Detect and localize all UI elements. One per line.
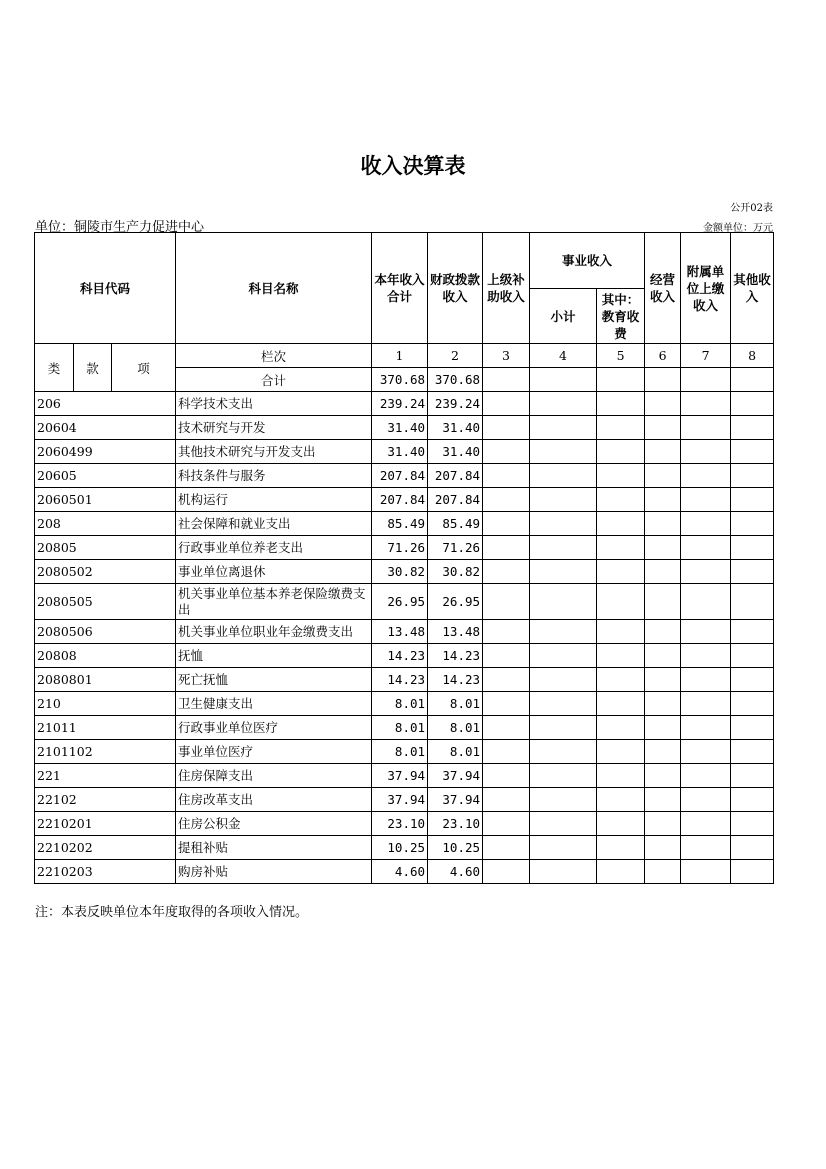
- total-income-cell: 37.94: [372, 788, 428, 812]
- education-fee-cell: [597, 464, 645, 488]
- fiscal-income-cell: 13.48: [428, 620, 483, 644]
- col-num: 3: [483, 344, 530, 368]
- operating-income-cell: [645, 620, 681, 644]
- superior-subsidy-cell: [483, 644, 530, 668]
- other-income-cell: [731, 464, 774, 488]
- superior-subsidy-cell: [483, 440, 530, 464]
- subtotal-cell: [530, 440, 597, 464]
- subject-name-cell: 机构运行: [176, 488, 372, 512]
- superior-subsidy-cell: [483, 812, 530, 836]
- subject-code-cell: 210: [35, 692, 176, 716]
- other-income-cell: [731, 860, 774, 884]
- table-row: [35, 620, 774, 644]
- table-row: [35, 488, 774, 512]
- header-fiscal-income: 财政拨款收入: [428, 233, 483, 344]
- col-num: 6: [645, 344, 681, 368]
- fiscal-income-cell: 26.95: [428, 584, 483, 620]
- table-row: [35, 416, 774, 440]
- fiscal-income-cell: 30.82: [428, 560, 483, 584]
- subject-code-cell: 2210201: [35, 812, 176, 836]
- subtotal-cell: [530, 512, 597, 536]
- operating-income-cell: [645, 560, 681, 584]
- superior-subsidy-cell: [483, 560, 530, 584]
- table-row: [35, 860, 774, 884]
- fiscal-income-cell: 71.26: [428, 536, 483, 560]
- table-body: [35, 392, 774, 884]
- subject-code-cell: 206: [35, 392, 176, 416]
- total-income-cell: 207.84: [372, 464, 428, 488]
- subject-name-cell: 卫生健康支出: [176, 692, 372, 716]
- table-row: [35, 560, 774, 584]
- operating-income-cell: [645, 416, 681, 440]
- total-income-cell: 31.40: [372, 416, 428, 440]
- affiliated-income-cell: [681, 740, 731, 764]
- operating-income-cell: [645, 644, 681, 668]
- subject-code-cell: 2210202: [35, 836, 176, 860]
- col-num: 8: [731, 344, 774, 368]
- header-subject-code: 科目代码: [35, 233, 176, 344]
- subject-code-cell: 20604: [35, 416, 176, 440]
- table-row: [35, 740, 774, 764]
- footnote: 注：本表反映单位本年度取得的各项收入情况。: [35, 905, 309, 920]
- superior-subsidy-cell: [483, 692, 530, 716]
- operating-income-cell: [645, 764, 681, 788]
- subtotal-cell: [530, 644, 597, 668]
- other-income-cell: [731, 788, 774, 812]
- education-fee-cell: [597, 716, 645, 740]
- education-fee-cell: [597, 668, 645, 692]
- affiliated-income-cell: [681, 536, 731, 560]
- fiscal-income-cell: 37.94: [428, 764, 483, 788]
- superior-subsidy-cell: [483, 464, 530, 488]
- table-row: [35, 512, 774, 536]
- education-fee-cell: [597, 584, 645, 620]
- education-fee-cell: [597, 512, 645, 536]
- subject-name-cell: 住房保障支出: [176, 764, 372, 788]
- total-income-cell: 26.95: [372, 584, 428, 620]
- subject-code-cell: 22102: [35, 788, 176, 812]
- fiscal-income-cell: 8.01: [428, 692, 483, 716]
- superior-subsidy-cell: [483, 788, 530, 812]
- education-fee-cell: [597, 620, 645, 644]
- operating-income-cell: [645, 488, 681, 512]
- affiliated-income-cell: [681, 440, 731, 464]
- header-subject-name: 科目名称: [176, 233, 372, 344]
- fiscal-income-cell: 4.60: [428, 860, 483, 884]
- fiscal-income-cell: 14.23: [428, 644, 483, 668]
- affiliated-income-cell: [681, 392, 731, 416]
- superior-subsidy-cell: [483, 716, 530, 740]
- fiscal-income-cell: 14.23: [428, 668, 483, 692]
- subject-name-cell: 机关事业单位基本养老保险缴费支出: [176, 584, 372, 620]
- fiscal-income-cell: 85.49: [428, 512, 483, 536]
- fiscal-income-cell: 10.25: [428, 836, 483, 860]
- subject-code-cell: 2210203: [35, 860, 176, 884]
- other-income-cell: [731, 416, 774, 440]
- total-label: 合计: [176, 368, 372, 392]
- subtotal-cell: [530, 560, 597, 584]
- other-income-cell: [731, 584, 774, 620]
- total-income-cell: 4.60: [372, 860, 428, 884]
- other-income-cell: [731, 512, 774, 536]
- operating-income-cell: [645, 860, 681, 884]
- affiliated-income-cell: [681, 512, 731, 536]
- education-fee-cell: [597, 836, 645, 860]
- subject-code-cell: 2060501: [35, 488, 176, 512]
- table-row: [35, 392, 774, 416]
- education-fee-cell: [597, 740, 645, 764]
- education-fee-cell: [597, 764, 645, 788]
- affiliated-income-cell: [681, 812, 731, 836]
- subject-code-cell: 2080502: [35, 560, 176, 584]
- fiscal-income-cell: 8.01: [428, 740, 483, 764]
- total-income-cell: 8.01: [372, 716, 428, 740]
- total-fiscal-value: 370.68: [428, 368, 483, 392]
- subject-code-cell: 2060499: [35, 440, 176, 464]
- fiscal-income-cell: 8.01: [428, 716, 483, 740]
- total-income-cell: 8.01: [372, 692, 428, 716]
- subject-name-cell: 行政事业单位养老支出: [176, 536, 372, 560]
- table-row: [35, 584, 774, 620]
- affiliated-income-cell: [681, 560, 731, 584]
- subtotal-cell: [530, 488, 597, 512]
- fiscal-income-cell: 207.84: [428, 464, 483, 488]
- total-income-cell: 37.94: [372, 764, 428, 788]
- affiliated-income-cell: [681, 584, 731, 620]
- operating-income-cell: [645, 584, 681, 620]
- education-fee-cell: [597, 440, 645, 464]
- subtotal-cell: [530, 536, 597, 560]
- operating-income-cell: [645, 716, 681, 740]
- affiliated-income-cell: [681, 668, 731, 692]
- header-education-fee: 其中：教育收费: [597, 289, 645, 344]
- unit-label: 单位：铜陵市生产力促进中心: [35, 220, 205, 235]
- form-number: 公开02表: [730, 203, 773, 214]
- table-row: [35, 692, 774, 716]
- operating-income-cell: [645, 692, 681, 716]
- subject-name-cell: 技术研究与开发: [176, 416, 372, 440]
- affiliated-income-cell: [681, 788, 731, 812]
- subtotal-cell: [530, 464, 597, 488]
- affiliated-income-cell: [681, 488, 731, 512]
- other-income-cell: [731, 668, 774, 692]
- subject-code-cell: 20605: [35, 464, 176, 488]
- subtotal-cell: [530, 668, 597, 692]
- superior-subsidy-cell: [483, 620, 530, 644]
- subject-name-cell: 死亡抚恤: [176, 668, 372, 692]
- subtotal-cell: [530, 788, 597, 812]
- table-row: [35, 716, 774, 740]
- header-total-income: 本年收入合计: [372, 233, 428, 344]
- fiscal-income-cell: 31.40: [428, 440, 483, 464]
- affiliated-income-cell: [681, 716, 731, 740]
- subject-code-cell: 20805: [35, 536, 176, 560]
- education-fee-cell: [597, 788, 645, 812]
- table-row: [35, 812, 774, 836]
- superior-subsidy-cell: [483, 584, 530, 620]
- subject-name-cell: 购房补贴: [176, 860, 372, 884]
- superior-subsidy-cell: [483, 488, 530, 512]
- total-income-cell: 23.10: [372, 812, 428, 836]
- header-lei: 类: [35, 344, 74, 392]
- other-income-cell: [731, 488, 774, 512]
- subject-code-cell: 2080506: [35, 620, 176, 644]
- subtotal-cell: [530, 836, 597, 860]
- affiliated-income-cell: [681, 836, 731, 860]
- affiliated-income-cell: [681, 464, 731, 488]
- affiliated-income-cell: [681, 860, 731, 884]
- subtotal-cell: [530, 764, 597, 788]
- operating-income-cell: [645, 812, 681, 836]
- subject-code-cell: 21011: [35, 716, 176, 740]
- table-row: [35, 464, 774, 488]
- table-row: [35, 536, 774, 560]
- operating-income-cell: [645, 536, 681, 560]
- education-fee-cell: [597, 692, 645, 716]
- header-xiang: 项: [112, 344, 176, 392]
- subject-name-cell: 住房改革支出: [176, 788, 372, 812]
- subject-code-cell: 2101102: [35, 740, 176, 764]
- subtotal-cell: [530, 584, 597, 620]
- other-income-cell: [731, 740, 774, 764]
- operating-income-cell: [645, 740, 681, 764]
- fiscal-income-cell: 239.24: [428, 392, 483, 416]
- subject-name-cell: 社会保障和就业支出: [176, 512, 372, 536]
- total-value: 370.68: [372, 368, 428, 392]
- operating-income-cell: [645, 668, 681, 692]
- header-column-no: 栏次: [176, 344, 372, 368]
- table-row: [35, 836, 774, 860]
- table-row: [35, 644, 774, 668]
- fiscal-income-cell: 31.40: [428, 416, 483, 440]
- total-income-cell: 71.26: [372, 536, 428, 560]
- subtotal-cell: [530, 812, 597, 836]
- table-row: [35, 668, 774, 692]
- money-unit-label: 金额单位：万元: [703, 223, 773, 234]
- col-num: 4: [530, 344, 597, 368]
- col-num: 5: [597, 344, 645, 368]
- subject-name-cell: 事业单位医疗: [176, 740, 372, 764]
- superior-subsidy-cell: [483, 860, 530, 884]
- col-num: 7: [681, 344, 731, 368]
- operating-income-cell: [645, 392, 681, 416]
- operating-income-cell: [645, 836, 681, 860]
- subtotal-cell: [530, 620, 597, 644]
- col-num: 2: [428, 344, 483, 368]
- subject-code-cell: 208: [35, 512, 176, 536]
- education-fee-cell: [597, 644, 645, 668]
- affiliated-income-cell: [681, 416, 731, 440]
- table-row: [35, 440, 774, 464]
- total-income-cell: 13.48: [372, 620, 428, 644]
- total-income-cell: 14.23: [372, 644, 428, 668]
- other-income-cell: [731, 440, 774, 464]
- subject-code-cell: 2080801: [35, 668, 176, 692]
- affiliated-income-cell: [681, 644, 731, 668]
- total-income-cell: 30.82: [372, 560, 428, 584]
- superior-subsidy-cell: [483, 836, 530, 860]
- subtotal-cell: [530, 416, 597, 440]
- total-income-cell: 14.23: [372, 668, 428, 692]
- fiscal-income-cell: 23.10: [428, 812, 483, 836]
- header-subtotal: 小计: [530, 289, 597, 344]
- superior-subsidy-cell: [483, 416, 530, 440]
- header-superior-subsidy: 上级补助收入: [483, 233, 530, 344]
- subject-name-cell: 住房公积金: [176, 812, 372, 836]
- other-income-cell: [731, 644, 774, 668]
- operating-income-cell: [645, 788, 681, 812]
- subject-name-cell: 提租补贴: [176, 836, 372, 860]
- page-title: 收入决算表: [360, 154, 466, 178]
- affiliated-income-cell: [681, 764, 731, 788]
- education-fee-cell: [597, 860, 645, 884]
- col-num: 1: [372, 344, 428, 368]
- subject-code-cell: 20808: [35, 644, 176, 668]
- other-income-cell: [731, 392, 774, 416]
- fiscal-income-cell: 207.84: [428, 488, 483, 512]
- other-income-cell: [731, 620, 774, 644]
- superior-subsidy-cell: [483, 536, 530, 560]
- superior-subsidy-cell: [483, 668, 530, 692]
- fiscal-income-cell: 37.94: [428, 788, 483, 812]
- subject-name-cell: 科学技术支出: [176, 392, 372, 416]
- other-income-cell: [731, 560, 774, 584]
- operating-income-cell: [645, 440, 681, 464]
- operating-income-cell: [645, 464, 681, 488]
- other-income-cell: [731, 692, 774, 716]
- affiliated-income-cell: [681, 692, 731, 716]
- other-income-cell: [731, 836, 774, 860]
- education-fee-cell: [597, 488, 645, 512]
- subject-name-cell: 其他技术研究与开发支出: [176, 440, 372, 464]
- total-income-cell: 10.25: [372, 836, 428, 860]
- other-income-cell: [731, 716, 774, 740]
- other-income-cell: [731, 536, 774, 560]
- header-operating-income: 经营收入: [645, 233, 681, 344]
- superior-subsidy-cell: [483, 392, 530, 416]
- header-affiliated-income: 附属单位上缴收入: [681, 233, 731, 344]
- other-income-cell: [731, 764, 774, 788]
- education-fee-cell: [597, 536, 645, 560]
- header-other-income: 其他收入: [731, 233, 774, 344]
- affiliated-income-cell: [681, 620, 731, 644]
- subtotal-cell: [530, 740, 597, 764]
- superior-subsidy-cell: [483, 740, 530, 764]
- subtotal-cell: [530, 860, 597, 884]
- operating-income-cell: [645, 512, 681, 536]
- table-row: [35, 788, 774, 812]
- subject-code-cell: 2080505: [35, 584, 176, 620]
- header-business-income: 事业收入: [530, 233, 645, 289]
- header-kuan: 款: [74, 344, 112, 392]
- other-income-cell: [731, 812, 774, 836]
- education-fee-cell: [597, 392, 645, 416]
- total-income-cell: 239.24: [372, 392, 428, 416]
- subject-code-cell: 221: [35, 764, 176, 788]
- income-table: [34, 232, 774, 884]
- subject-name-cell: 抚恤: [176, 644, 372, 668]
- total-income-cell: 8.01: [372, 740, 428, 764]
- subject-name-cell: 事业单位离退休: [176, 560, 372, 584]
- total-income-cell: 207.84: [372, 488, 428, 512]
- subtotal-cell: [530, 392, 597, 416]
- subject-name-cell: 科技条件与服务: [176, 464, 372, 488]
- subtotal-cell: [530, 716, 597, 740]
- superior-subsidy-cell: [483, 512, 530, 536]
- education-fee-cell: [597, 560, 645, 584]
- education-fee-cell: [597, 812, 645, 836]
- subject-name-cell: 行政事业单位医疗: [176, 716, 372, 740]
- superior-subsidy-cell: [483, 764, 530, 788]
- total-income-cell: 85.49: [372, 512, 428, 536]
- subtotal-cell: [530, 692, 597, 716]
- education-fee-cell: [597, 416, 645, 440]
- table-row: [35, 764, 774, 788]
- total-income-cell: 31.40: [372, 440, 428, 464]
- subject-name-cell: 机关事业单位职业年金缴费支出: [176, 620, 372, 644]
